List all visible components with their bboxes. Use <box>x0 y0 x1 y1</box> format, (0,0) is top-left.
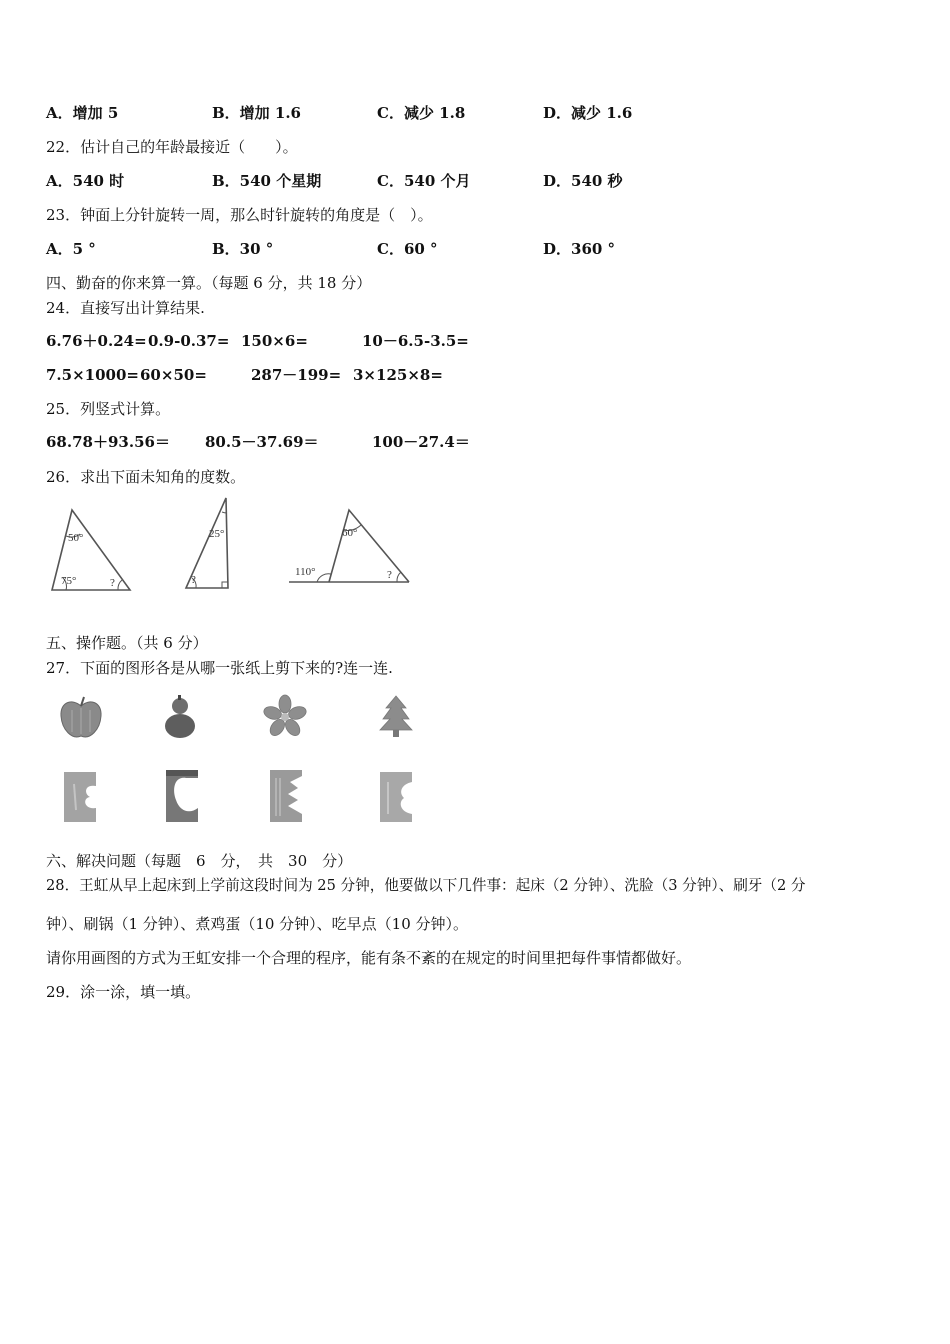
q22-option-a: A．540 时 <box>46 172 125 190</box>
q22-option-d: D．540 秒 <box>543 172 623 190</box>
q28-text-line-3: 请你用画图的方式为王虹安排一个合理的程序，能有条不紊的在规定的时间里把每件事情都做好。 <box>46 949 692 967</box>
q21-option-a: A．增加 5 <box>46 104 119 122</box>
triangle-1-figure <box>46 500 136 595</box>
triangle-2-top-angle: 25° <box>209 528 225 540</box>
flower-shape-icon <box>262 694 308 740</box>
q24-expr: 287－199= <box>251 366 342 384</box>
triangle-3-right-angle: ? <box>387 569 392 581</box>
q24-expr: 10－6.5-3.5= <box>362 332 469 350</box>
q25-expr: 80.5－37.69＝ <box>205 433 319 451</box>
q28-text-line-1: 28．王虹从早上起床到上学前这段时间为 25 分钟，他要做以下几件事：起床（2 分钟）、洗脸（3 分钟）、刷牙（2 分 <box>46 877 806 894</box>
triangle-1-right-angle: ? <box>110 577 115 589</box>
q23-option-c: C．60 ° <box>377 240 438 258</box>
triangle-3-figure <box>285 500 415 595</box>
triangle-1-top-angle: 50° <box>68 532 84 544</box>
q24-expr: 0.9-0.37= <box>148 332 230 350</box>
triangle-2-bottom-angle: ? <box>191 574 196 586</box>
tree-shape-icon <box>376 694 416 740</box>
q22-option-b: B．540 个星期 <box>212 172 322 190</box>
q22-stem: 22．估计自己的年龄最接近（ ）。 <box>46 138 298 156</box>
q26-stem: 26．求出下面未知角的度数。 <box>46 468 246 486</box>
q27-stem: 27．下面的图形各是从哪一张纸上剪下来的?连一连. <box>46 659 393 677</box>
q23-option-a: A．5 ° <box>46 240 96 258</box>
section-4-heading: 四、勤奋的你来算一算。（每题 6 分，共 18 分） <box>46 274 372 292</box>
apple-shape-icon <box>58 694 104 742</box>
q24-expr: 150×6= <box>241 332 308 350</box>
q28-text-line-2: 钟）、刷锅（1 分钟）、煮鸡蛋（10 分钟）、吃早点（10 分钟）。 <box>46 915 469 933</box>
q22-option-c: C．540 个月 <box>377 172 471 190</box>
q24-stem: 24．直接写出计算结果. <box>46 299 205 317</box>
section-5-heading: 五、操作题。（共 6 分） <box>46 634 208 652</box>
triangle-1-left-angle: 75° <box>61 575 77 587</box>
q23-stem: 23．钟面上分针旋转一周，那么时针旋转的角度是（ ）。 <box>46 206 433 224</box>
triangle-2-figure <box>178 494 238 594</box>
q24-expr: 6.76＋0.24= <box>46 332 147 350</box>
q24-expr: 60×50= <box>140 366 207 384</box>
q29-stem: 29．涂一涂，填一填。 <box>46 983 201 1001</box>
gourd-shape-icon <box>160 692 200 742</box>
paper-3-icon <box>268 768 304 824</box>
q24-expr: 3×125×8= <box>353 366 443 384</box>
q24-expr: 7.5×1000= <box>46 366 139 384</box>
paper-4-icon <box>378 770 414 824</box>
triangle-3-top-angle: 60° <box>342 527 358 539</box>
q23-option-b: B．30 ° <box>212 240 274 258</box>
section-6-heading: 六、解决问题（每题 6 分， 共 30 分） <box>46 852 353 870</box>
q25-expr: 68.78＋93.56＝ <box>46 433 170 451</box>
q21-option-d: D．减少 1.6 <box>543 104 633 122</box>
q21-option-b: B．增加 1.6 <box>212 104 301 122</box>
q21-option-c: C．减少 1.8 <box>377 104 466 122</box>
paper-2-icon <box>164 768 200 824</box>
q23-option-d: D．360 ° <box>543 240 616 258</box>
triangle-3-exterior-angle: 110° <box>295 566 316 578</box>
q25-stem: 25．列竖式计算。 <box>46 400 171 418</box>
paper-1-icon <box>62 770 98 824</box>
q25-expr: 100－27.4＝ <box>372 433 470 451</box>
